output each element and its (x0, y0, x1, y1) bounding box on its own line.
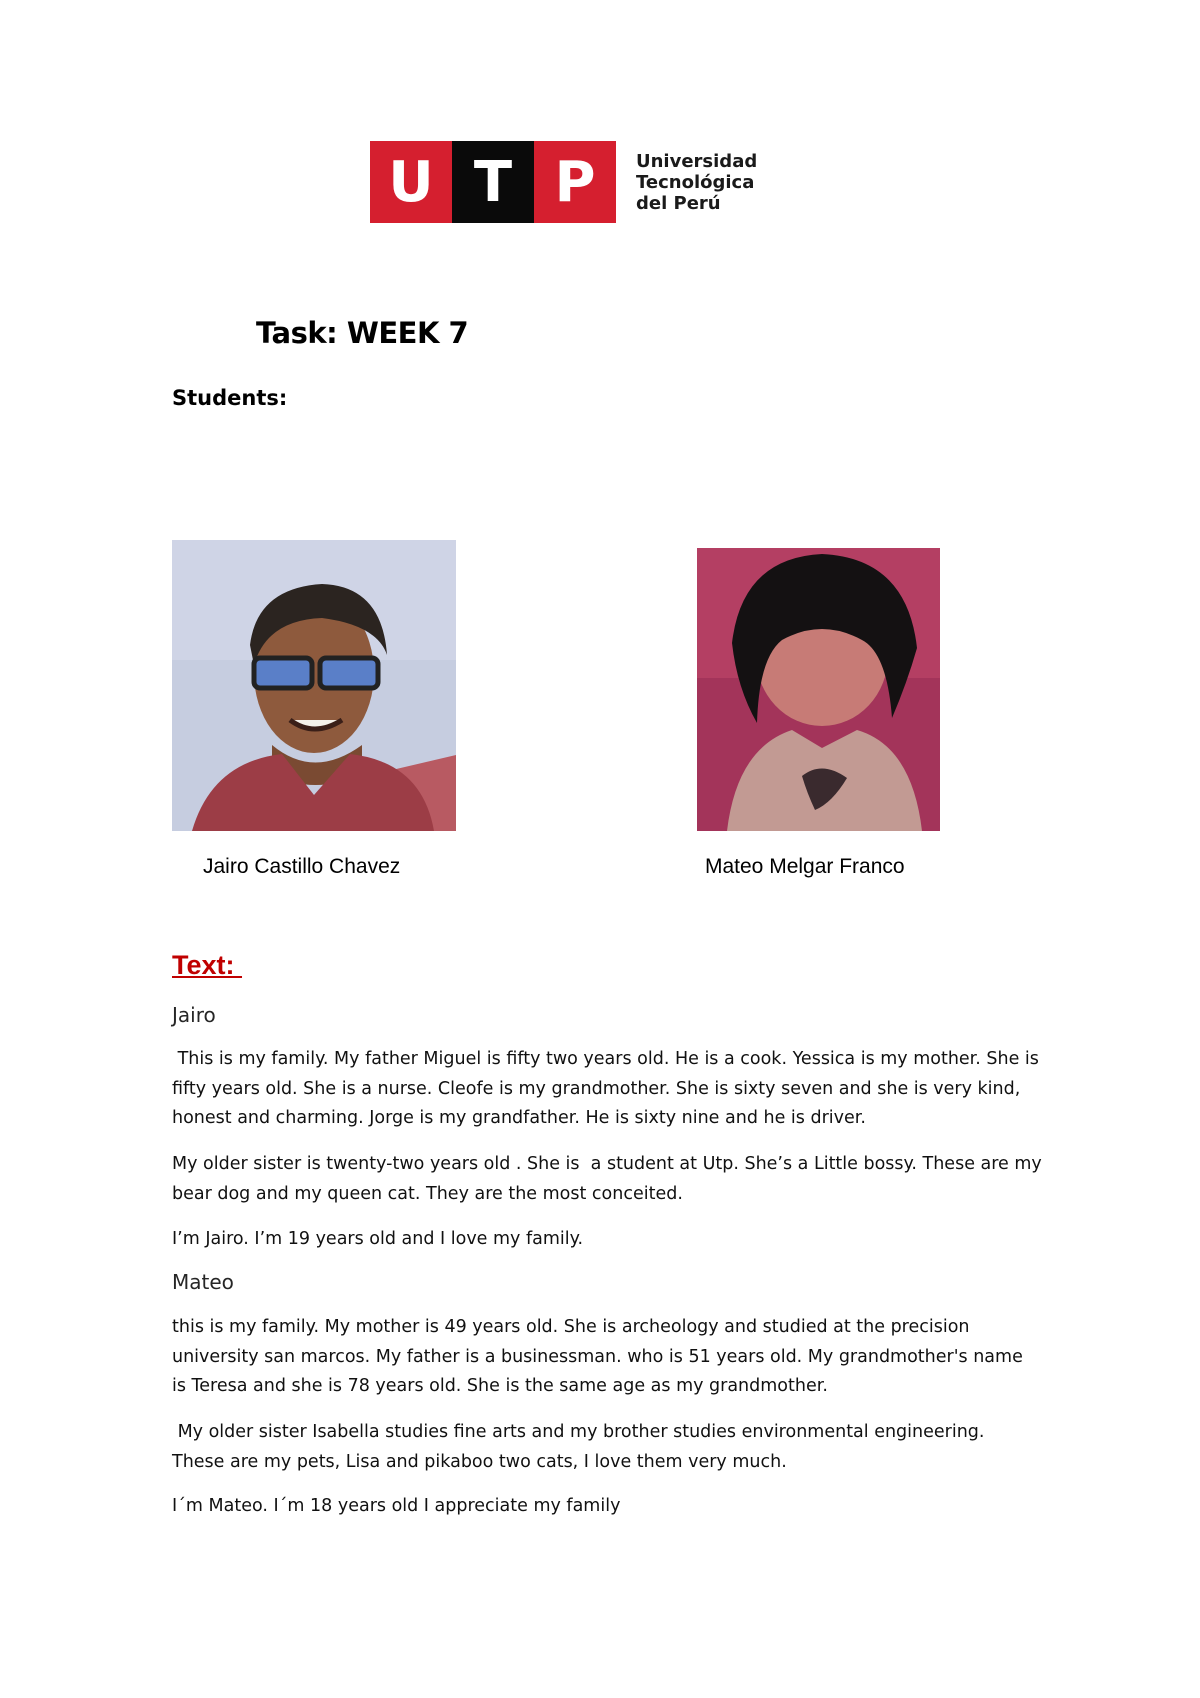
mateo-paragraph-1: this is my family. My mother is 49 years old. She is archeology and studied at the precision university san marcos. My father is a businessman. who is 51 years old. My grandmother's name is Teresa and she is 78 years old. She is the same age as my grandmother. (172, 1317, 1029, 1396)
utp-logo (370, 141, 770, 223)
jairo-paragraph-3: I’m Jairo. I’m 19 years old and I love my family. (172, 1229, 584, 1249)
student-name-jairo: Jairo Castillo Chavez (203, 855, 401, 878)
jairo-heading: Jairo (172, 1003, 216, 1027)
logo-letter-p: P (534, 141, 616, 223)
student-name-mateo: Mateo Melgar Franco (705, 855, 905, 878)
logo-letter-t: T (452, 141, 534, 223)
mateo-paragraph-2: My older sister Isabella studies fine arts and my brother studies environmental engineering. These are my pets, Lisa and pikaboo two cats, I love them very much. (172, 1422, 991, 1472)
university-name (636, 151, 757, 214)
student-photo-jairo (172, 540, 456, 831)
student-photo-mateo (697, 548, 940, 831)
students-label: Students: (172, 386, 288, 410)
task-title: Task: WEEK 7 (256, 316, 469, 350)
mateo-heading: Mateo (172, 1270, 234, 1294)
text-heading: Text: (172, 950, 243, 980)
university-name-line-1: Universidad (636, 151, 758, 172)
mateo-paragraph-3: I´m Mateo. I´m 18 years old I appreciate my family (172, 1496, 621, 1516)
logo-letter-u: U (370, 141, 452, 223)
jairo-paragraph-1: This is my family. My father Miguel is fifty two years old. He is a cook. Yessica is my mother. She is fifty years old. She is a nurse. Cleofe is my grandmother. She is sixty seven and she is very kind, honest and charming. Jorge is my grandfather. He is sixty nine and he is driver. (172, 1049, 1045, 1128)
university-name-line-3: del Perú (636, 193, 721, 214)
university-name-line-2: Tecnológica (636, 172, 755, 193)
jairo-paragraph-2: My older sister is twenty-two years old . She is a student at Utp. She’s a Little bossy. These are my bear dog and my queen cat. They are the most conceited. (172, 1154, 1048, 1204)
